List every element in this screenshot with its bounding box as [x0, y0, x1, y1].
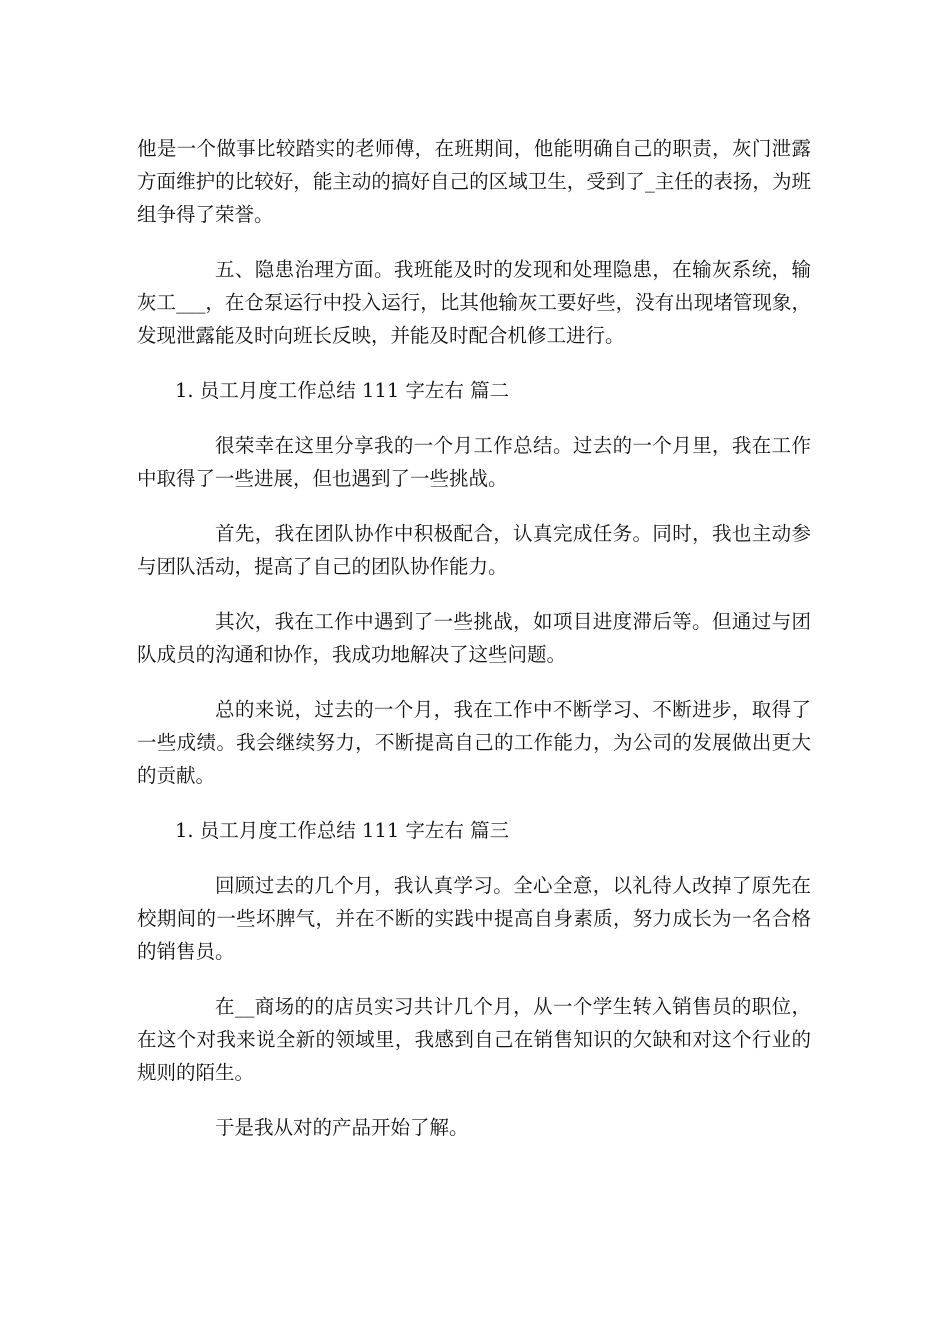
- paragraph-1: 他是一个做事比较踏实的老师傅，在班期间，他能明确自己的职责，灰门泄露方面维护的比较好，能主动的搞好自己的区域卫生，受到了_主任的表扬，为班组争得了荣誉。: [137, 137, 811, 226]
- paragraph-9: 于是我从对的产品开始了解。: [215, 1116, 469, 1139]
- section-heading-3: 1. 员工月度工作总结 111 字左右 篇三: [175, 819, 510, 842]
- paragraph-8: 在__商场的的店员实习共计几个月，从一个学生转入销售员的职位，在这个对我来说全新的领域里，我感到自己在销售知识的欠缺和对这个行业的规则的陌生。: [137, 995, 811, 1084]
- paragraph-5: 其次，我在工作中遇到了一些挑战，如项目进度滞后等。但通过与团队成员的沟通和协作，我成功地解决了这些问题。: [137, 610, 811, 666]
- section-heading-2: 1. 员工月度工作总结 111 字左右 篇二: [175, 379, 510, 402]
- paragraph-6: 总的来说，过去的一个月，我在工作中不断学习、不断进步，取得了一些成绩。我会继续努力，不断提高自己的工作能力，为公司的发展做出更大的贡献。: [137, 698, 811, 787]
- document-body: [137, 132, 811, 1166]
- paragraph-3: 很荣幸在这里分享我的一个月工作总结。过去的一个月里，我在工作中取得了一些进展，但也遇到了一些挑战。: [137, 434, 811, 490]
- paragraph-7: 回顾过去的几个月，我认真学习。全心全意，以礼待人改掉了原先在校期间的一些坏脾气，并在不断的实践中提高自身素质，努力成长为一名合格的销售员。: [137, 874, 811, 963]
- paragraph-4: 首先，我在团队协作中积极配合，认真完成任务。同时，我也主动参与团队活动，提高了自己的团队协作能力。: [137, 522, 811, 578]
- paragraph-2: 五、隐患治理方面。我班能及时的发现和处理隐患，在输灰系统，输灰工___，在仓泵运行中投入运行，比其他输灰工要好些，没有出现堵管现象，发现泄露能及时向班长反映，并能及时配合机修工进行。: [137, 258, 811, 347]
